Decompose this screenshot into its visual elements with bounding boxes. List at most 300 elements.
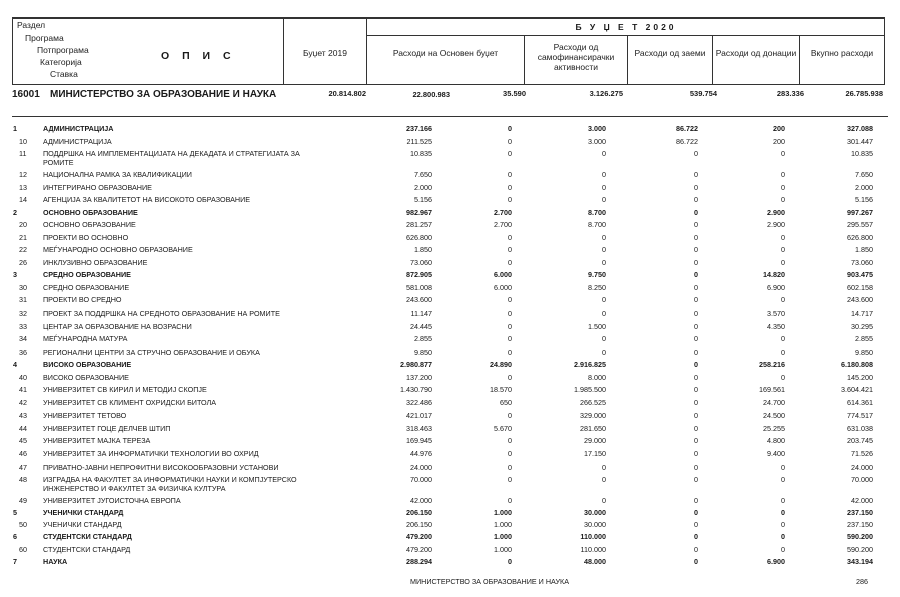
row-value: 0	[694, 545, 698, 554]
row-code: 34	[19, 334, 27, 343]
row-value: 258.216	[759, 360, 785, 369]
row-value: 24.700	[763, 398, 785, 407]
row-value: 0	[508, 475, 512, 484]
row-value: 30.000	[584, 520, 606, 529]
row-code: 42	[19, 398, 27, 407]
row-value: 86.722	[676, 124, 698, 133]
row-value: 288.294	[406, 557, 432, 566]
row-value: 0	[602, 295, 606, 304]
row-value: 0	[694, 183, 698, 192]
row-description: ОСНОВНО ОБРАЗОВАНИЕ	[43, 220, 136, 229]
level-section: Раздел	[17, 20, 46, 30]
row-value: 44.976	[410, 449, 432, 458]
row-value: 24.890	[490, 360, 512, 369]
row-value: 0	[781, 183, 785, 192]
row-value: 0	[602, 258, 606, 267]
row-value: 17.150	[584, 449, 606, 458]
row-description: УЧЕНИЧКИ СТАНДАРД	[43, 520, 122, 529]
row-value: 0	[508, 348, 512, 357]
row-value: 421.017	[406, 411, 432, 420]
row-value: 0	[694, 463, 698, 472]
row-description: АГЕНЦИЈА ЗА КВАЛИТЕТОТ НА ВИСОКОТО ОБРАЗОВАНИЕ	[43, 195, 251, 204]
row-value: 0	[781, 348, 785, 357]
row-code: 2	[13, 208, 17, 217]
budget-2019-heading: Буџет 2019	[303, 48, 347, 58]
row-value: 631.038	[847, 424, 873, 433]
row-value: 0	[781, 496, 785, 505]
row-value: 2.700	[494, 208, 512, 217]
row-value: 200	[773, 124, 785, 133]
ministry-total: 26.785.938	[845, 89, 883, 98]
row-value: 322.486	[406, 398, 432, 407]
row-value: 1.000	[494, 520, 512, 529]
row-value: 2.855	[414, 334, 432, 343]
row-value: 8.700	[588, 208, 606, 217]
row-code: 48	[19, 475, 27, 484]
row-value: 237.150	[847, 520, 873, 529]
row-value: 0	[602, 195, 606, 204]
row-description: АДМИНИСТРАЦИЈА	[43, 124, 114, 133]
row-value: 169.945	[406, 436, 432, 445]
row-value: 0	[694, 398, 698, 407]
row-value: 0	[602, 309, 606, 318]
row-value: 206.150	[406, 508, 432, 517]
row-value: 8.250	[588, 283, 606, 292]
col-donations: Расходи од донации	[715, 48, 797, 58]
row-value: 70.000	[410, 475, 432, 484]
row-value: 0	[694, 385, 698, 394]
row-value: 137.200	[406, 373, 432, 382]
row-value: 6.900	[767, 283, 785, 292]
row-value: 0	[694, 295, 698, 304]
row-code: 44	[19, 424, 27, 433]
row-value: 0	[694, 360, 698, 369]
row-value: 10.835	[410, 149, 432, 158]
row-value: 0	[602, 475, 606, 484]
row-value: 5.670	[494, 424, 512, 433]
row-code: 14	[19, 195, 27, 204]
row-value: 237.166	[406, 124, 432, 133]
row-value: 590.200	[847, 532, 873, 541]
row-value: 0	[694, 149, 698, 158]
level-subprogram: Потпрограма	[37, 45, 89, 55]
row-value: 110.000	[580, 545, 606, 554]
row-value: 206.150	[406, 520, 432, 529]
row-value: 0	[781, 195, 785, 204]
row-value: 0	[602, 245, 606, 254]
budget-2020-heading: Б У Џ Е Т 2020	[575, 22, 677, 32]
row-value: 0	[508, 137, 512, 146]
row-value: 281.257	[406, 220, 432, 229]
row-value: 6.900	[767, 557, 785, 566]
row-value: 6.000	[494, 283, 512, 292]
row-value: 6.180.808	[841, 360, 873, 369]
row-value: 1.000	[494, 545, 512, 554]
row-value: 11.147	[410, 309, 432, 318]
row-value: 0	[781, 295, 785, 304]
row-code: 11	[19, 149, 27, 158]
row-code: 47	[19, 463, 27, 472]
ministry-col5: 283.336	[776, 89, 804, 98]
row-value: 0	[508, 322, 512, 331]
row-description: ЦЕНТАР ЗА ОБРАЗОВАНИЕ НА ВОЗРАСНИ	[43, 322, 192, 331]
row-value: 0	[602, 334, 606, 343]
row-value: 0	[508, 436, 512, 445]
row-code: 1	[13, 124, 17, 133]
row-value: 0	[602, 463, 606, 472]
row-value: 602.158	[847, 283, 873, 292]
row-value: 1.000	[494, 532, 512, 541]
row-value: 5.156	[855, 195, 873, 204]
row-value: 0	[694, 496, 698, 505]
row-value: 0	[694, 532, 698, 541]
row-description: УНИВЕРЗИТЕТ ЗА ИНФОРМАТИЧКИ ТЕХНОЛОГИИ ВО ОХРИД	[43, 449, 259, 458]
row-code: 50	[19, 520, 27, 529]
row-value: 2.700	[494, 220, 512, 229]
row-value: 9.750	[588, 270, 606, 279]
row-value: 0	[508, 295, 512, 304]
col-self-financing: Расходи од самофинансирачки активности	[537, 42, 615, 72]
row-value: 14.820	[763, 270, 785, 279]
row-value: 0	[781, 373, 785, 382]
row-value: 0	[508, 124, 512, 133]
row-value: 343.194	[847, 557, 873, 566]
row-code: 41	[19, 385, 27, 394]
row-description: ВИСОКО ОБРАЗОВАНИЕ	[43, 360, 132, 369]
description-heading: О П И С	[161, 50, 236, 62]
row-value: 145.200	[847, 373, 873, 382]
row-value: 211.525	[406, 137, 432, 146]
row-value: 86.722	[676, 137, 698, 146]
row-value: 997.267	[847, 208, 873, 217]
row-value: 0	[694, 334, 698, 343]
divider	[367, 35, 884, 36]
row-code: 20	[19, 220, 27, 229]
row-value: 2.000	[855, 183, 873, 192]
row-value: 0	[508, 170, 512, 179]
row-value: 0	[508, 373, 512, 382]
row-code: 22	[19, 245, 27, 254]
row-code: 3	[13, 270, 17, 279]
row-value: 70.000	[851, 475, 873, 484]
row-value: 42.000	[851, 496, 873, 505]
row-description: СТУДЕНТСКИ СТАНДАРД	[43, 532, 132, 541]
row-value: 982.967	[406, 208, 432, 217]
row-value: 614.361	[847, 398, 873, 407]
row-code: 45	[19, 436, 27, 445]
row-description: УНИВЕРЗИТЕТ ГОЦЕ ДЕЛЧЕВ ШТИП	[43, 424, 171, 433]
row-value: 48.000	[584, 557, 606, 566]
row-code: 12	[19, 170, 27, 179]
row-value: 0	[602, 183, 606, 192]
row-value: 8.700	[588, 220, 606, 229]
row-value: 0	[694, 233, 698, 242]
row-value: 1.850	[855, 245, 873, 254]
row-value: 2.980.877	[400, 360, 432, 369]
row-value: 0	[694, 436, 698, 445]
row-value: 0	[508, 233, 512, 242]
row-description: ПРИВАТНО-ЈАВНИ НЕПРОФИТНИ ВИСОКООБРАЗОВНИ УСТАНОВИ	[43, 463, 279, 472]
col-basic-budget: Расходи на Основен буџет	[392, 48, 499, 58]
row-description: ПРОЕКТИ ВО ОСНОВНО	[43, 233, 129, 242]
row-value: 0	[602, 348, 606, 357]
row-description: ИНКЛУЗИВНО ОБРАЗОВАНИЕ	[43, 258, 148, 267]
row-value: 243.600	[406, 295, 432, 304]
row-value: 0	[694, 520, 698, 529]
row-code: 36	[19, 348, 27, 357]
row-code: 21	[19, 233, 27, 242]
row-value: 0	[694, 449, 698, 458]
row-value: 0	[694, 258, 698, 267]
row-description: ВИСОКО ОБРАЗОВАНИЕ	[43, 373, 129, 382]
row-code: 13	[19, 183, 27, 192]
row-value: 0	[508, 258, 512, 267]
ministry-col2: 35.590	[503, 89, 526, 98]
row-code: 26	[19, 258, 27, 267]
row-code: 43	[19, 411, 27, 420]
row-value: 318.463	[406, 424, 432, 433]
row-value: 0	[602, 149, 606, 158]
row-value: 3.000	[588, 124, 606, 133]
row-code: 32	[19, 309, 27, 318]
separator-line	[12, 116, 888, 117]
row-value: 0	[508, 149, 512, 158]
row-value: 0	[781, 520, 785, 529]
row-value: 0	[694, 475, 698, 484]
row-value: 7.650	[414, 170, 432, 179]
row-value: 1.000	[494, 508, 512, 517]
row-code: 33	[19, 322, 27, 331]
row-value: 295.557	[847, 220, 873, 229]
row-value: 24.000	[851, 463, 873, 472]
row-value: 9.850	[855, 348, 873, 357]
row-description: УНИВЕРЗИТЕТ СВ КЛИМЕНТ ОХРИДСКИ БИТОЛА	[43, 398, 217, 407]
row-value: 0	[694, 283, 698, 292]
row-value: 0	[694, 557, 698, 566]
row-description: НАУКА	[43, 557, 68, 566]
row-value: 650	[500, 398, 512, 407]
row-description: МЕЃУНАРОДНА МАТУРА	[43, 334, 128, 343]
row-value: 0	[781, 149, 785, 158]
row-value: 2.900	[767, 220, 785, 229]
row-code: 5	[13, 508, 17, 517]
row-value: 626.800	[847, 233, 873, 242]
row-value: 0	[508, 309, 512, 318]
row-value: 237.150	[847, 508, 873, 517]
ministry-basic: 22.800.983	[412, 90, 450, 99]
row-description: РЕГИОНАЛНИ ЦЕНТРИ ЗА СТРУЧНО ОБРАЗОВАНИЕ И ОБУКА	[43, 348, 260, 357]
row-value: 0	[781, 463, 785, 472]
row-description: АДМИНИСТРАЦИЈА	[43, 137, 112, 146]
row-value: 0	[508, 195, 512, 204]
divider	[712, 36, 713, 84]
row-code: 31	[19, 295, 27, 304]
row-value: 1.500	[588, 322, 606, 331]
row-description: ИЗГРАДБА НА ФАКУЛТЕТ ЗА ИНФОРМАТИЧКИ НАУКИ И КОМПЈУТЕРСКО ИНЖЕНЕРСТВО И ФАКУЛТЕТ ЗА ФИЗИЧКА КУЛТУРА	[43, 475, 297, 493]
row-value: 0	[694, 424, 698, 433]
row-description: СРЕДНО ОБРАЗОВАНИЕ	[43, 270, 131, 279]
row-value: 8.000	[588, 373, 606, 382]
ministry-total-row	[12, 89, 888, 103]
row-code: 30	[19, 283, 27, 292]
row-value: 0	[508, 334, 512, 343]
row-value: 2.916.825	[574, 360, 606, 369]
row-description: СТУДЕНТСКИ СТАНДАРД	[43, 545, 131, 554]
row-value: 30.000	[584, 508, 606, 517]
divider	[799, 36, 800, 84]
row-description: ОСНОВНО ОБРАЗОВАНИЕ	[43, 208, 138, 217]
row-value: 0	[508, 557, 512, 566]
ministry-col4: 539.754	[689, 89, 717, 98]
row-value: 30.295	[851, 322, 873, 331]
row-value: 4.800	[767, 436, 785, 445]
row-value: 872.905	[406, 270, 432, 279]
row-value: 590.200	[847, 545, 873, 554]
row-value: 3.000	[588, 137, 606, 146]
row-value: 200	[773, 137, 785, 146]
ministry-code: 16001	[12, 89, 40, 100]
row-value: 0	[781, 532, 785, 541]
row-value: 4.350	[767, 322, 785, 331]
footer-title: МИНИСТЕРСТВО ЗА ОБРАЗОВАНИЕ И НАУКА	[410, 577, 570, 586]
row-value: 0	[781, 233, 785, 242]
row-value: 581.008	[406, 283, 432, 292]
page-number: 286	[856, 577, 868, 586]
row-value: 24.445	[410, 322, 432, 331]
row-value: 479.200	[406, 532, 432, 541]
row-code: 7	[13, 557, 17, 566]
row-value: 2.855	[855, 334, 873, 343]
row-value: 0	[781, 245, 785, 254]
row-code: 46	[19, 449, 27, 458]
row-value: 0	[781, 334, 785, 343]
row-value: 2.900	[767, 208, 785, 217]
row-value: 9.400	[767, 449, 785, 458]
row-value: 1.985.500	[574, 385, 606, 394]
row-value: 327.088	[847, 124, 873, 133]
row-value: 0	[781, 258, 785, 267]
row-value: 10.835	[851, 149, 873, 158]
row-value: 0	[508, 496, 512, 505]
row-value: 301.447	[847, 137, 873, 146]
row-value: 479.200	[406, 545, 432, 554]
row-value: 7.650	[855, 170, 873, 179]
row-value: 73.060	[851, 258, 873, 267]
row-description: НАЦИОНАЛНА РАМКА ЗА КВАЛИФИКАЦИИ	[43, 170, 192, 179]
row-value: 0	[694, 220, 698, 229]
col-total: Вкупно расходи	[810, 48, 874, 58]
row-value: 329.000	[580, 411, 606, 420]
row-description: УНИВЕРЗИТЕТ ТЕТОВО	[43, 411, 127, 420]
level-item: Ставка	[50, 69, 78, 79]
row-value: 0	[602, 496, 606, 505]
row-value: 71.526	[851, 449, 873, 458]
row-description: УНИВЕРЗИТЕТ ЈУГОИСТОЧНА ЕВРОПА	[43, 496, 181, 505]
row-value: 203.745	[847, 436, 873, 445]
row-value: 0	[781, 170, 785, 179]
col-loans: Расходи од заеми	[634, 48, 706, 58]
table-header	[12, 17, 885, 85]
row-value: 24.500	[763, 411, 785, 420]
row-value: 169.561	[759, 385, 785, 394]
row-value: 0	[694, 322, 698, 331]
divider	[627, 36, 628, 84]
row-value: 1.430.790	[400, 385, 432, 394]
row-value: 9.850	[414, 348, 432, 357]
row-value: 0	[602, 170, 606, 179]
row-description: ИНТЕГРИРАНО ОБРАЗОВАНИЕ	[43, 183, 152, 192]
row-value: 0	[694, 373, 698, 382]
row-code: 60	[19, 545, 27, 554]
row-value: 0	[508, 463, 512, 472]
level-category: Категорија	[40, 57, 82, 67]
row-value: 0	[694, 170, 698, 179]
row-value: 24.000	[410, 463, 432, 472]
row-code: 40	[19, 373, 27, 382]
row-value: 3.604.421	[841, 385, 873, 394]
row-value: 0	[508, 411, 512, 420]
row-description: УНИВЕРЗИТЕТ МАЈКА ТЕРЕЗА	[43, 436, 151, 445]
level-program: Програма	[25, 33, 64, 43]
row-value: 29.000	[584, 436, 606, 445]
row-value: 73.060	[410, 258, 432, 267]
row-value: 14.717	[851, 309, 873, 318]
row-value: 1.850	[414, 245, 432, 254]
row-description: УНИВЕРЗИТЕТ СВ КИРИЛ И МЕТОДИЈ СКОПЈЕ	[43, 385, 207, 394]
row-description: ПРОЕКТИ ВО СРЕДНО	[43, 295, 122, 304]
row-value: 266.525	[580, 398, 606, 407]
row-value: 0	[781, 475, 785, 484]
ministry-name: МИНИСТЕРСТВО ЗА ОБРАЗОВАНИЕ И НАУКА	[50, 89, 277, 100]
row-description: ПОДДРШКА НА ИМПЛЕМЕНТАЦИЈАТА НА ДЕКАДАТА И СТРАТЕГИЈАТА ЗА РОМИТЕ	[43, 149, 300, 167]
row-value: 0	[694, 411, 698, 420]
row-code: 49	[19, 496, 27, 505]
row-code: 6	[13, 532, 17, 541]
row-value: 0	[781, 545, 785, 554]
row-value: 0	[508, 183, 512, 192]
row-value: 0	[694, 208, 698, 217]
row-value: 0	[508, 245, 512, 254]
row-value: 18.570	[490, 385, 512, 394]
row-description: ПРОЕКТ ЗА ПОДДРШКА НА СРЕДНОТО ОБРАЗОВАНИЕ НА РОМИТЕ	[43, 309, 280, 318]
row-code: 4	[13, 360, 17, 369]
row-value: 774.517	[847, 411, 873, 420]
ministry-budget-2019: 20.814.802	[328, 89, 366, 98]
row-description: МЕЃУНАРОДНО ОСНОВНО ОБРАЗОВАНИЕ	[43, 245, 193, 254]
row-value: 0	[508, 449, 512, 458]
row-value: 0	[781, 508, 785, 517]
row-value: 110.000	[580, 532, 606, 541]
row-value: 0	[694, 245, 698, 254]
row-value: 243.600	[847, 295, 873, 304]
row-code: 10	[19, 137, 27, 146]
row-description: УЧЕНИЧКИ СТАНДАРД	[43, 508, 124, 517]
row-value: 0	[694, 309, 698, 318]
row-value: 0	[694, 348, 698, 357]
row-value: 5.156	[414, 195, 432, 204]
row-value: 25.255	[763, 424, 785, 433]
row-value: 42.000	[410, 496, 432, 505]
row-value: 3.570	[767, 309, 785, 318]
row-description: СРЕДНО ОБРАЗОВАНИЕ	[43, 283, 130, 292]
row-value: 0	[602, 233, 606, 242]
row-value: 903.475	[847, 270, 873, 279]
row-value: 6.000	[494, 270, 512, 279]
row-value: 2.000	[414, 183, 432, 192]
row-value: 626.800	[406, 233, 432, 242]
ministry-col3: 3.126.275	[589, 89, 623, 98]
row-value: 0	[694, 508, 698, 517]
